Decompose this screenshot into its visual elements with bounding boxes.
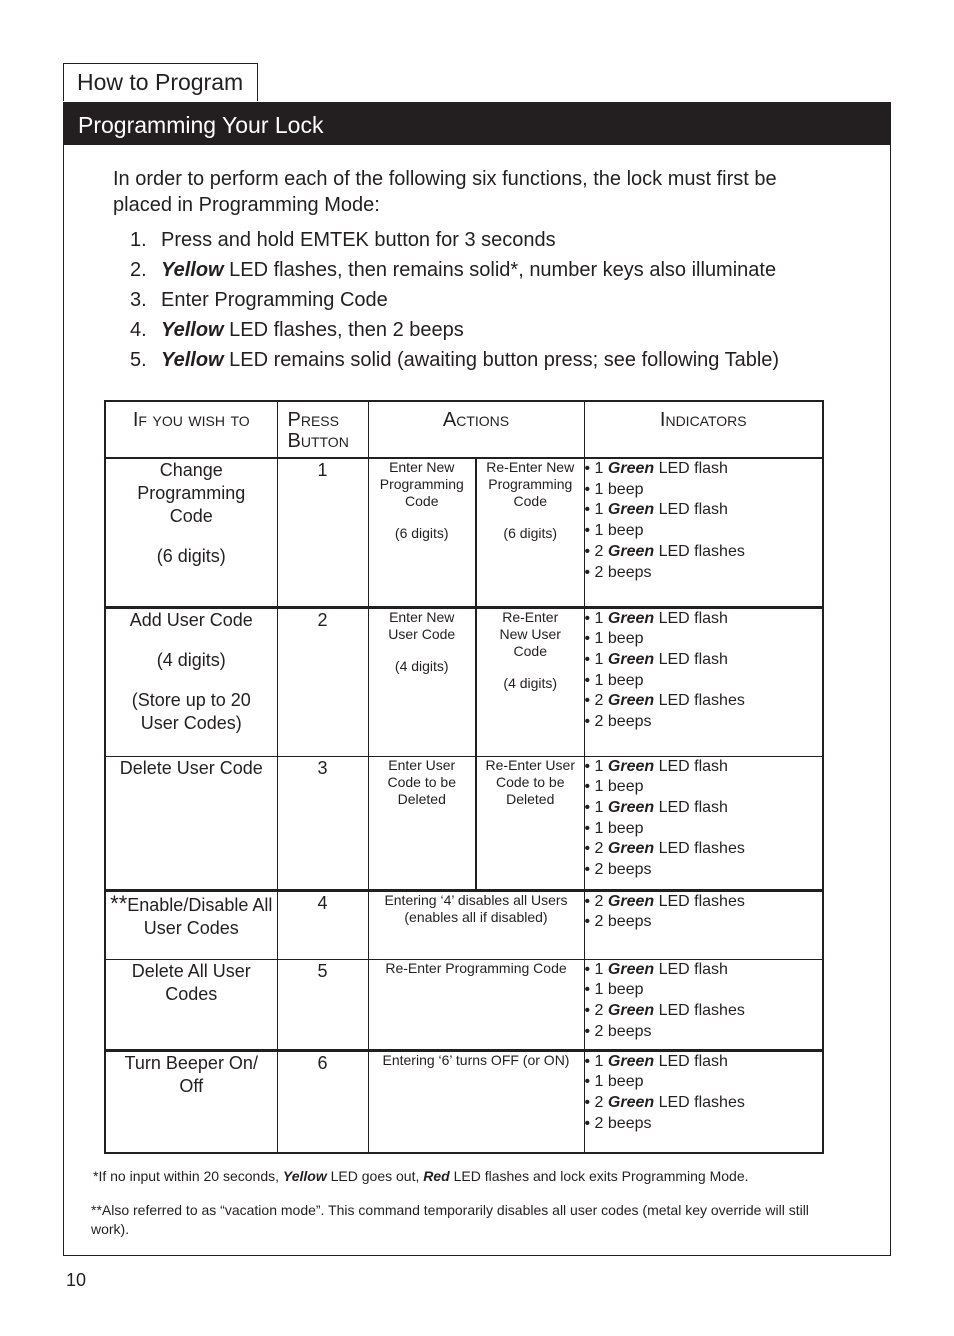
page-number: 10 (66, 1270, 87, 1290)
step-item: 1. Press and hold EMTEK button for 3 seconds (130, 229, 556, 251)
action-cell: Entering ‘4’ disables all Users (enables all if disabled) (368, 890, 584, 959)
action-cell: Re-Enter New Programming Code (6 digits) (476, 458, 584, 607)
programming-table (104, 400, 824, 1154)
action-cell: Enter New Programming Code (6 digits) (368, 458, 476, 607)
section-tab: How to Program (63, 63, 258, 101)
footnote-vacation-mode: **Also referred to as “vacation mode”. This command temporarily disables all user codes (metal key override will still work). (91, 1202, 809, 1237)
action-cell: Enter New User Code (4 digits) (368, 607, 476, 756)
indicator-cell: • 1 Green LED flash • 1 beep • 1 Green LED flash • 1 beep • 2 Green LED flashes • 2 beeps (584, 607, 823, 756)
header-wish: If you wish to (105, 401, 277, 458)
button-number: 4 (277, 890, 368, 959)
function-cell: Turn Beeper On/ Off (105, 1050, 277, 1153)
button-number: 2 (277, 607, 368, 756)
button-number: 3 (277, 756, 368, 890)
action-cell: Re-Enter New User Code (4 digits) (476, 607, 584, 756)
indicator-cell: • 1 Green LED flash • 1 beep • 1 Green LED flash • 1 beep • 2 Green LED flashes • 2 beeps (584, 756, 823, 890)
table-row (105, 607, 823, 756)
footnote-timeout: *If no input within 20 seconds, Yellow LED goes out, Red LED flashes and lock exits Programming Mode. (93, 1168, 749, 1184)
section-banner: Programming Your Lock (63, 102, 891, 145)
action-cell: Re-Enter Programming Code (368, 959, 584, 1050)
header-actions: Actions (368, 401, 584, 458)
table-row (105, 756, 823, 890)
table-row (105, 890, 823, 959)
button-number: 1 (277, 458, 368, 607)
indicator-cell: • 1 Green LED flash • 1 beep • 1 Green LED flash • 1 beep • 2 Green LED flashes • 2 beeps (584, 458, 823, 607)
header-indicators: Indicators (584, 401, 823, 458)
indicator-cell: • 2 Green LED flashes • 2 beeps (584, 890, 823, 959)
programming-steps (130, 227, 779, 377)
function-cell: Delete All User Codes (105, 959, 277, 1050)
button-number: 5 (277, 959, 368, 1050)
table-row (105, 458, 823, 607)
step-item: 4. Yellow LED flashes, then 2 beeps (130, 319, 464, 341)
action-cell: Re-Enter User Code to be Deleted (476, 756, 584, 890)
step-item: 2. Yellow LED flashes, then remains solid*, number keys also illuminate (130, 259, 777, 281)
step-item: 3. Enter Programming Code (130, 289, 388, 311)
indicator-cell: • 1 Green LED flash • 1 beep • 2 Green LED flashes • 2 beeps (584, 959, 823, 1050)
button-number: 6 (277, 1050, 368, 1153)
function-cell: **Enable/Disable All User Codes (105, 890, 277, 959)
indicator-cell: • 1 Green LED flash • 1 beep • 2 Green LED flashes • 2 beeps (584, 1050, 823, 1153)
function-cell: Change Programming Code (6 digits) (105, 458, 277, 607)
table-row (105, 959, 823, 1050)
intro-paragraph: In order to perform each of the following six functions, the lock must first be placed in Programming Mode: (113, 168, 777, 216)
action-cell: Enter User Code to be Deleted (368, 756, 476, 890)
step-item: 5. Yellow LED remains solid (awaiting button press; see following Table) (130, 349, 780, 371)
action-cell: Entering ‘6’ turns OFF (or ON) (368, 1050, 584, 1153)
function-cell: Delete User Code (105, 756, 277, 890)
header-press-button: Press Button (277, 401, 368, 458)
table-row (105, 1050, 823, 1153)
function-cell: Add User Code (4 digits) (Store up to 20 User Codes) (105, 607, 277, 756)
